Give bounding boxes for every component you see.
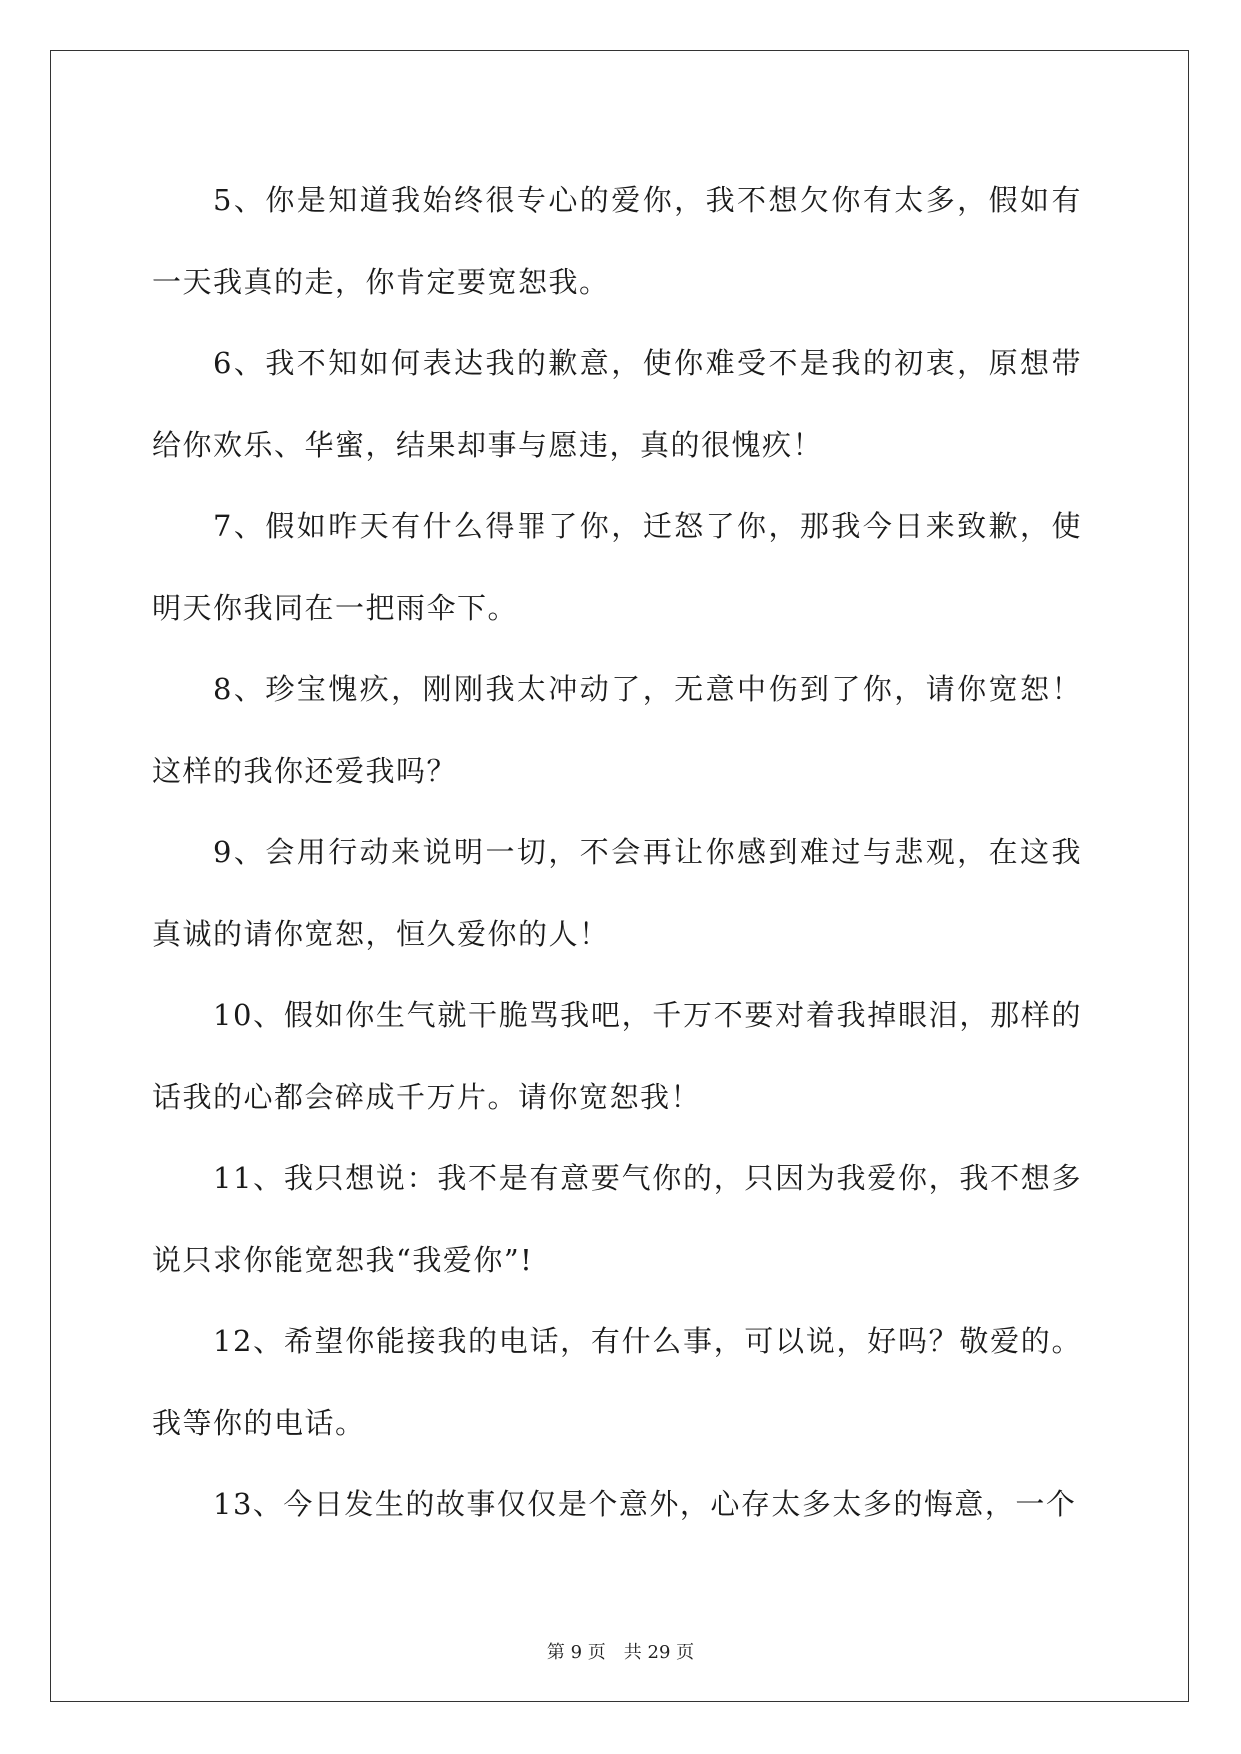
paragraph-6: 6、我不知如何表达我的歉意，使你难受不是我的初衷，原想带给你欢乐、华蜜，结果却事与愿违，真的很愧疚！ [152, 346, 1082, 462]
page-number: 第 9 页 [546, 1642, 606, 1663]
document-body [152, 160, 1082, 1546]
paragraph-9: 9、会用行动来说明一切，不会再让你感到难过与悲观，在这我真诚的请你宽恕，恒久爱你的人！ [152, 835, 1082, 951]
page-total: 共 29 页 [623, 1642, 695, 1663]
paragraph-12: 12、希望你能接我的电话，有什么事，可以说，好吗？敬爱的。我等你的电话。 [152, 1324, 1082, 1440]
paragraph-7: 7、假如昨天有什么得罪了你，迁怒了你，那我今日来致歉，使明天你我同在一把雨伞下。 [152, 509, 1082, 625]
paragraph-10: 10、假如你生气就干脆骂我吧，千万不要对着我掉眼泪，那样的话我的心都会碎成千万片。请你宽恕我！ [152, 998, 1082, 1114]
paragraph-11: 11、我只想说：我不是有意要气你的，只因为我爱你，我不想多说只求你能宽恕我“我爱你”! [152, 1161, 1082, 1277]
paragraph-8: 8、珍宝愧疚，刚刚我太冲动了，无意中伤到了你，请你宽恕！这样的我你还爱我吗？ [152, 672, 1082, 788]
paragraph-13: 13、今日发生的故事仅仅是个意外，心存太多太多的悔意，一个 [213, 1487, 1077, 1521]
paragraph-5: 5、你是知道我始终很专心的爱你，我不想欠你有太多，假如有一天我真的走，你肯定要宽恕我。 [152, 183, 1082, 299]
page-footer [0, 1638, 1241, 1664]
